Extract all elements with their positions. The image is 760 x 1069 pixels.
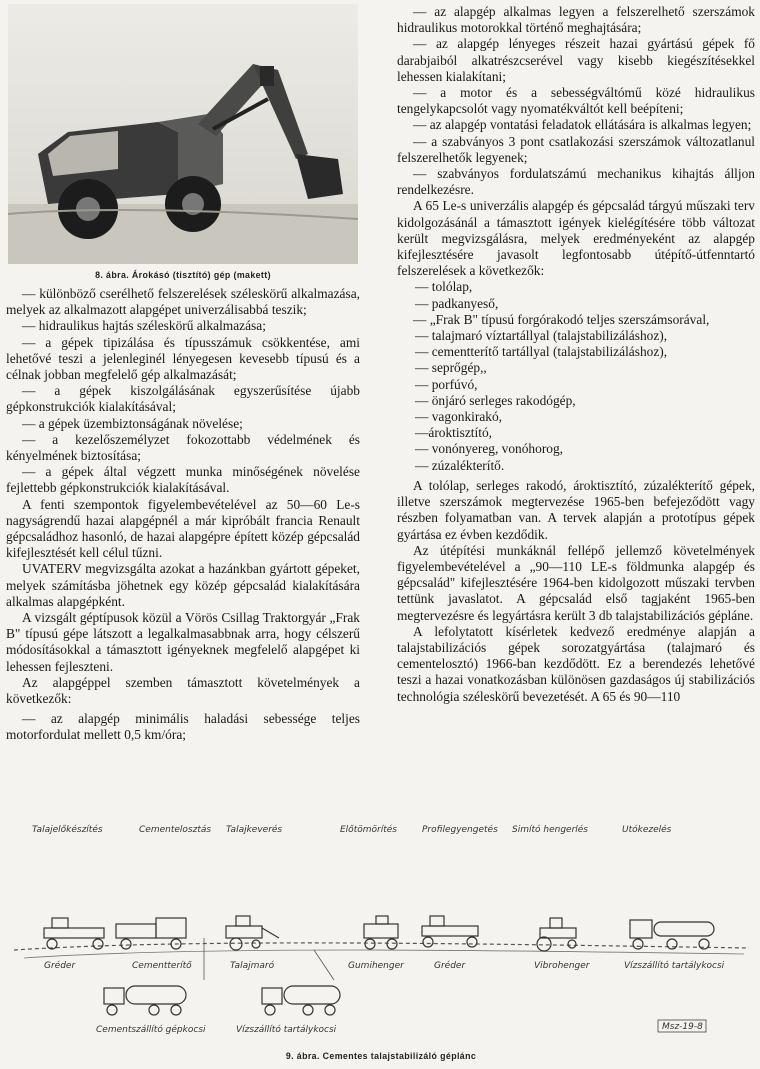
paragraph: Az útépítési munkáknál fellépő jellemző követelmények figyelembevételével a „90—110 LE-s földmunka alapgép és gépcsalád" kifejlesztésére 1964-ben kidolgozott műszaki tervben tettünk javaslatot. A gépcsalád első tagjaként 1965-ben megtervezésre és legyártásra került 3 db talajstabilizációs gépláne. <box>397 542 755 623</box>
paragraph: A tolólap, serleges rakodó, ároktisztító, zúzalékterítő gépek, illetve szerszámok megtervezése 1965-ben befejeződött vagy részben folyamatban van. A tervek alapján a prototípus gépek gyártása ez évben kezdődik. <box>397 477 755 542</box>
machine-label: Vízszállító tartálykocsi <box>624 961 725 971</box>
reference-code: Msz-19-8 <box>662 1022 703 1032</box>
list-item: — vonónyereg, vonóhorog, <box>415 441 564 457</box>
paragraph: — a gépek kiszolgálásának egyszerűsítése újabb gépkonstrukciók kialakításával; <box>6 383 360 415</box>
vibro-roller-drawing <box>537 918 576 951</box>
stage-label: Talajkeverés <box>226 825 283 835</box>
paragraph: — a gépek üzembiztonságának növelése; <box>22 415 243 431</box>
list-item: — seprőgép,, <box>415 360 487 376</box>
ditch-digger-photo <box>8 4 358 264</box>
paragraph: — a motor és a sebességváltómű közé hidraulikus tengelykapcsolót vagy nyomatékváltót kell beépíteni; <box>397 85 755 117</box>
paragraph: — az alapgép alkalmas legyen a felszerelhető szerszámok hidraulikus motorokkal történő meghajtására; <box>397 4 755 36</box>
paragraph: — szabványos fordulatszámú mechanikus kihajtás álljon rendelkezésre. <box>397 166 755 198</box>
stage-label: Talajelőkészítés <box>32 825 103 835</box>
stage-label: Előtömörítés <box>340 825 397 835</box>
paragraph: — a gépek tipizálása és típusszámuk csökkentése, ami lehetővé teszi a jelenleginél lényegesen kevesebb típusú és a célnak jobban megfelelő gép alkalmazását; <box>6 334 360 383</box>
machine-label: Talajmaró <box>230 961 275 971</box>
paragraph: — a kezelőszemélyzet fokozottabb védelmének és kényelmének biztosítása; <box>6 431 360 464</box>
stage-label: Cementelosztás <box>139 825 212 835</box>
list-item: — talajmaró víztartállyal (talajstabilizáláshoz), <box>415 328 668 344</box>
water-tanker-drawing <box>630 920 714 949</box>
stage-label: Profilegyengetés <box>422 825 498 835</box>
figure-9-caption: 9. ábra. Cementes talajstabilizáló géplánc <box>285 1051 477 1061</box>
paragraph: UVATERV megvizsgálta azokat a hazánkban gyártott gépeket, melyek számításba jöhetnek egy közép gépcsalád kialakítására alkalmas alapgépként. <box>6 561 360 609</box>
grader-drawing <box>422 916 478 947</box>
left-text-column <box>6 286 360 744</box>
paragraph: — a szabványos 3 pont csatlakozási szerszámok változatlanul felszerelhetők legyenek; <box>397 133 755 165</box>
list-item: — zúzalékterítő. <box>415 457 505 473</box>
machine-label: Cementszállító gépkocsi <box>96 1025 206 1035</box>
list-item: — vagonkirakó, <box>415 409 503 425</box>
paragraph: — az alapgép minimális haladási sebessége teljes motorfordulat mellett 0,5 km/óra; <box>6 711 360 743</box>
machine-label: Cementterítő <box>132 961 192 971</box>
paragraph: A 65 Le-s univerzális alapgép és gépcsalád tárgyú műszaki terv kidolgozásánál a támasztott igények kielégítésére több változat került megvizsgálásra, melyek eredményeként az alapgép kifejlesztésére javasolt legfontosabb útépítő-útfenntartó felszerelések a következők: <box>397 198 755 279</box>
rubber-roller-drawing <box>364 916 398 949</box>
paragraph: — különböző cserélhető felszerelések széleskörű alkalmazása, melyek az alkalmazott alapgépet univerzálisabbá teszik; <box>6 286 360 318</box>
paragraph: — a gépek által végzett munka minőségének növelése fejlettebb gépkonstrukciók kialakításával. <box>6 464 360 496</box>
stabilization-machine-chain-diagram <box>4 820 756 1046</box>
paragraph: — hidraulikus hajtás széleskörű alkalmazása; <box>22 318 266 334</box>
machine-label: Gréder <box>44 961 76 971</box>
machine-label: Vibrohenger <box>534 961 590 971</box>
paragraph: A lefolytatott kísérletek kedvező eredménye alapján a talajstabilizációs gépek sorozatgyártása (talajmaró és cementelosztó) 1966-ban kezdődött. Ez a berendezés lehetővé teszi a hazai vonatkozásban különösen gazdaságos új stabilizációs technológia széleskörű bevezetését. A 65 és 90—110 <box>397 623 755 704</box>
machine-label: Gumihenger <box>348 961 404 971</box>
grader-drawing <box>44 918 104 949</box>
paragraph: — az alapgép lényeges részeit hazai gyártású gépek fő darabjaiból alkatrészcserével vagy kisebb kiegészítésekkel lehessen kialakítani; <box>397 36 755 84</box>
right-text-column <box>397 4 755 705</box>
machine-label: Gréder <box>434 961 466 971</box>
stage-label: Simító hengerlés <box>512 825 588 835</box>
figure-8-caption: 8. ábra. Árokásó (tisztító) gép (makett) <box>95 270 271 280</box>
list-item: — cementterítő tartállyal (talajstabilizáláshoz), <box>415 344 668 360</box>
list-item: —ároktisztító, <box>415 425 492 441</box>
paragraph: A vizsgált géptípusok közül a Vörös Csillag Traktorgyár „Frak B" típusú gépe látszott a legalkalmasabbnak arra, hogy célszerű módosításokkal a támasztott igényeknek megfelelő alapgépet ki lehessen fejleszteni. <box>6 610 360 674</box>
cement-truck-drawing <box>104 986 186 1015</box>
list-item: — padkanyeső, <box>415 295 499 311</box>
water-tanker-drawing <box>262 986 340 1015</box>
list-item: — tolólap, <box>415 279 473 295</box>
soil-mixer-drawing <box>226 916 279 950</box>
list-item: — „Frak B" típusú forgórakodó teljes szerszámsorával, <box>413 311 710 327</box>
paragraph: Az alapgéppel szemben támasztott követelmények a következők: <box>6 674 360 707</box>
paragraph: A fenti szempontok figyelembevételével az 50—60 Le-s nagyságrendű hazai alapgépnél a már kipróbált francia Renault gépcsaládhoz hasonló, de hazai alapgépre épített közép gépcsalád kifejlesztését kell célul tűzni. <box>6 496 360 561</box>
list-item: — porfúvó, <box>415 376 478 392</box>
stage-label: Utókezelés <box>622 825 672 835</box>
list-item: — önjáró serleges rakodógép, <box>415 392 576 408</box>
paragraph: — az alapgép vontatási feladatok ellátására is alkalmas legyen; <box>413 117 752 133</box>
machine-label: Vízszállító tartálykocsi <box>236 1025 337 1035</box>
